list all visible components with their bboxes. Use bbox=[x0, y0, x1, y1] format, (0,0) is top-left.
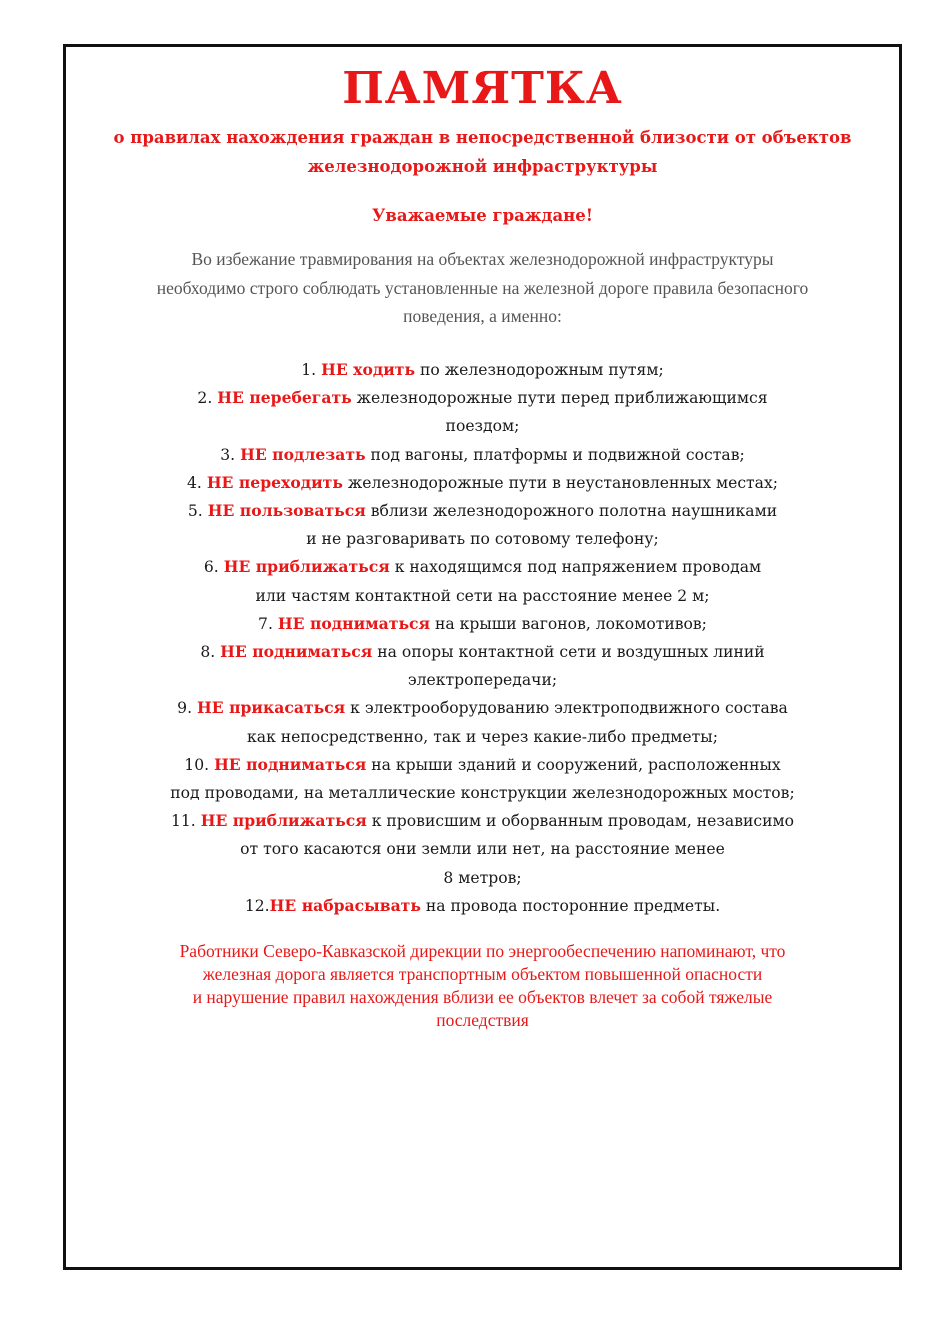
footer-line: Работники Северо-Кавказской дирекции по энергообеспечению напоминают, что bbox=[179, 941, 786, 961]
rule-item bbox=[66, 694, 899, 750]
rule-number: 1. bbox=[301, 361, 317, 379]
rules-list bbox=[66, 356, 899, 920]
rule-text: к электрооборудованию электроподвижного состава bbox=[345, 699, 788, 718]
rule-first-line bbox=[66, 694, 899, 722]
rule-continuation: электропередачи; bbox=[407, 671, 558, 690]
footer-line: и нарушение правил нахождения вблизи ее объектов влечет за собой тяжелые bbox=[192, 987, 773, 1007]
rule-number: 10. bbox=[184, 755, 210, 774]
subtitle-line: о правилах нахождения граждан в непосредственной близости от объектов bbox=[113, 128, 852, 147]
rule-prohibition: НЕ приближаться bbox=[223, 557, 390, 577]
rule-item bbox=[66, 751, 899, 807]
rule-first-line bbox=[66, 638, 899, 666]
rule-first-line bbox=[66, 807, 899, 835]
rule-first-line bbox=[66, 610, 899, 638]
rule-number: 6. bbox=[203, 558, 219, 577]
rule-text: на опоры контактной сети и воздушных линий bbox=[372, 643, 765, 662]
rule-number: 11. bbox=[170, 812, 196, 831]
intro-line: Во избежание травмирования на объектах железнодорожной инфраструктуры bbox=[191, 249, 774, 269]
rule-first-line bbox=[66, 553, 899, 581]
rule-prohibition: НЕ подлезать bbox=[240, 444, 366, 464]
rule-first-line bbox=[66, 384, 899, 412]
rule-number: 2. bbox=[197, 389, 213, 408]
rule-item bbox=[66, 497, 899, 553]
rule-prohibition: НЕ ходить bbox=[321, 360, 416, 379]
rule-text: под вагоны, платформы и подвижной состав; bbox=[365, 445, 745, 464]
rule-prohibition: НЕ приближаться bbox=[200, 811, 367, 831]
rule-continuation: или частям контактной сети на расстояние менее 2 м; bbox=[255, 586, 710, 605]
rule-text: на крыши вагонов, локомотивов; bbox=[430, 614, 707, 633]
rule-continuation: и не разговаривать по сотовому телефону; bbox=[306, 530, 659, 549]
rule-text: на крыши зданий и сооружений, расположенных bbox=[366, 755, 781, 774]
footer-line: железная дорога является транспортным объектом повышенной опасности bbox=[202, 964, 763, 984]
rule-prohibition: НЕ набрасывать bbox=[269, 895, 421, 915]
rule-text: к находящимся под напряжением проводам bbox=[389, 558, 762, 577]
rule-item bbox=[66, 356, 899, 384]
rule-first-line bbox=[66, 751, 899, 779]
rule-number: 3. bbox=[220, 445, 236, 464]
footer-line: последствия bbox=[436, 1010, 529, 1030]
rule-number: 9. bbox=[177, 699, 193, 718]
rule-prohibition: НЕ прикасаться bbox=[197, 698, 346, 718]
rule-text: по железнодорожным путям; bbox=[415, 361, 664, 379]
rule-first-line bbox=[66, 356, 899, 384]
rule-continuation: под проводами, на металлические конструкции железнодорожных мостов; bbox=[170, 784, 795, 803]
rule-text: к провисшим и оборванным проводам, независимо bbox=[366, 812, 795, 831]
intro-line: поведения, а именно: bbox=[403, 306, 562, 326]
rule-text: на провода посторонние предметы. bbox=[420, 896, 721, 915]
subtitle-line: железнодорожной инфраструктуры bbox=[307, 157, 658, 176]
page-subtitle bbox=[66, 123, 899, 181]
greeting: Уважаемые граждане! bbox=[371, 206, 594, 225]
rule-prohibition: НЕ подниматься bbox=[214, 754, 367, 774]
rule-prohibition: НЕ пользоваться bbox=[207, 501, 366, 521]
intro-line: необходимо строго соблюдать установленные на железной дороге правила безопасного bbox=[156, 277, 809, 298]
intro-paragraph bbox=[76, 245, 889, 331]
rule-prohibition: НЕ подниматься bbox=[220, 642, 373, 662]
footer-note bbox=[76, 940, 889, 1032]
rule-continuation: поездом; bbox=[445, 417, 520, 436]
rule-text: железнодорожные пути в неустановленных местах; bbox=[342, 473, 779, 492]
rule-item bbox=[66, 638, 899, 694]
rule-prohibition: НЕ подниматься bbox=[277, 613, 431, 633]
rule-prohibition: НЕ переходить bbox=[206, 472, 343, 492]
rule-first-line bbox=[66, 497, 899, 525]
rule-item bbox=[66, 807, 899, 892]
rule-item bbox=[66, 384, 899, 440]
rule-first-line bbox=[66, 469, 899, 497]
rule-continuation: от того касаются они земли или нет, на расстояние менее bbox=[240, 840, 725, 859]
rule-item bbox=[66, 553, 899, 609]
rule-number: 12. bbox=[244, 896, 270, 915]
rule-first-line bbox=[66, 441, 899, 469]
rule-item bbox=[66, 441, 899, 469]
rule-number: 4. bbox=[186, 473, 202, 492]
rule-prohibition: НЕ перебегать bbox=[217, 388, 352, 408]
rule-item bbox=[66, 610, 899, 638]
rule-continuation: 8 метров; bbox=[443, 868, 522, 887]
rule-text: железнодорожные пути перед приближающимся bbox=[351, 389, 768, 408]
rule-number: 8. bbox=[200, 643, 216, 662]
rule-number: 7. bbox=[258, 614, 273, 633]
rule-text: вблизи железнодорожного полотна наушниками bbox=[365, 502, 778, 521]
page-title: ПАМЯТКА bbox=[342, 63, 623, 114]
rule-first-line bbox=[66, 892, 899, 920]
rule-number: 5. bbox=[187, 502, 203, 521]
rule-item bbox=[66, 892, 899, 920]
rule-continuation: как непосредственно, так и через какие-либо предметы; bbox=[247, 727, 718, 746]
rule-item bbox=[66, 469, 899, 497]
